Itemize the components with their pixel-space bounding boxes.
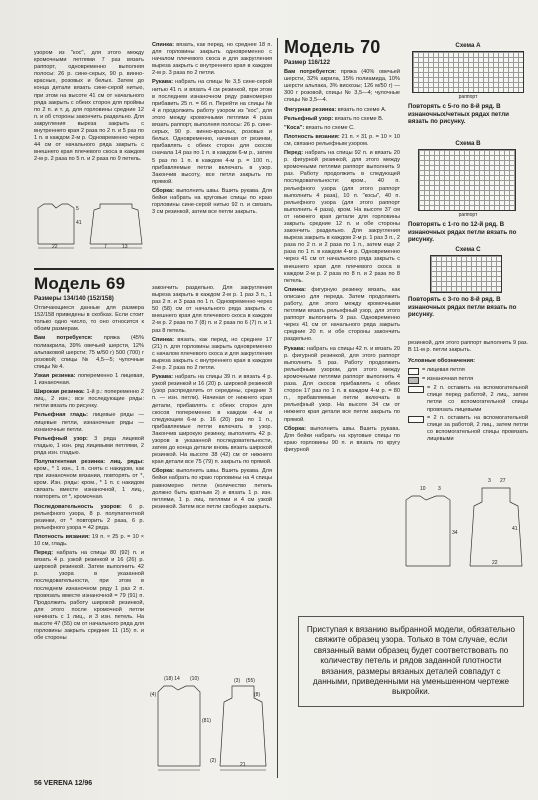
col2-mid-text: закончить раздельно. Для закругления выреза закрыть в каждом 2-м р. 1 раз 3 п., 1 раз 2 п. и 3 раза по 1 п. Одновременно через 50 (58) см от начального ряда закрыть с внешнего края для плечевого скоса в каждом 2-м р. 2 раза по 7 (8) п. и 2 раза по 6 (7) п. и 1 раз 8 петель. Спинка: вязать, как перед, но среднее 17 (21) п. для горловины закрыть одновременно с началом плечевого скоса и для закругления выреза закрыть с внутреннего края в каждом 2-м р. 2 раза по 2 петли. Рукава: набрать на спицы 39 п. и вязать 4 р. узкой резинкой и 16 (20) р. широкой резинкой (узор распределить от середины, средние 3 п. — изн. петли). Начиная от нижнего края детали, прибавлять с обеих сторон для скосов попеременно в каждом 4-м и следующем 6-м р. 16 (20) раз по 1 п., прибавляемые петли включать в узор. Закончив широкую резинку, выполнить 42 р. узоров в указанной последовательности, затем до конца детали вновь вязать широкой резинкой. На высоте 38 (42) см от нижнего края детали все 75 (79) п. закрыть по прямой. Сборка: выполнить швы. Вшить рукава. Для бейки набрать по краю горловины на 4 спицы равномерно петли (количество петель должно быть кратным 2) и вязать 1 р. изн. петлями, 1 р. лиц. петлями и 4 см узкой резинкой. Затем все петли свободно закрыть. bbox=[152, 285, 272, 510]
cable-front-icon bbox=[408, 386, 424, 393]
dim-label: (81) bbox=[202, 718, 211, 724]
section-divider bbox=[34, 268, 274, 270]
dim-label: (2) bbox=[210, 758, 217, 764]
scheme-c: Схема С Повторять с 3-го по 8-й ряд. В изнаночных рядах петли вязать по рисунку. bbox=[408, 246, 517, 319]
model69-sizes: Размеры 134/140 (152/158) bbox=[34, 295, 114, 302]
dim-label: 22 bbox=[52, 244, 58, 250]
scheme-b: Схема В раппорт Повторять с 1-го по 12-й ряд. В изнаночных рядах петли вязать по рисунку. bbox=[408, 140, 517, 244]
knit-stitch-icon bbox=[408, 368, 419, 375]
legend-row: = лицевая петля bbox=[408, 367, 528, 375]
schematic-diagram-70 bbox=[400, 476, 528, 572]
dim-label: 10 bbox=[420, 486, 426, 492]
dim-label: (4) bbox=[150, 692, 157, 698]
model70-title: Модель 70 bbox=[284, 38, 381, 57]
dim-label: 5 bbox=[76, 206, 79, 212]
dim-label: (55) bbox=[246, 678, 255, 684]
dim-label: 34 bbox=[452, 530, 458, 536]
legend-row: = 2 п. оставить на вспомогательной спице за работой, 2 лиц., затем петли со вспомогательной спицы провязать лицевыми bbox=[408, 415, 528, 443]
scheme-a-grid bbox=[412, 51, 524, 93]
model70-text: Модель 70 Размер 116/122 Вам потребуется: пряжа (40% овечьей шерсти, 32% акрила, 15% полиамида, 10% шерсти альпака, 3% вискозы; 126 м/50 г) — 300 г розовой, спицы № 3,5—4; чулочные спицы № 3,5—4. Фигурная резинка: вязать по схеме А. Рельефный узор: вязать по схеме В. "Коса": вязать по схеме С. Плотность вязания: 21 п. × 31 р. = 10 × 10 см, связано рельефным узором. Перед: набрать на спицы 92 п. и вязать 20 р. фигурной резинкой, для этого между кромочными петлями раппорт выполнить 9 раз. Работу продолжить в следующей последовательности: кром., 40 п. рельефного узора (для этого раппорт выполнить 4 раза), 10 п. "косы", 40 п. рельефного узора (для этого раппорт выполнить 4 раза), кром. На высоте 37 см от нижнего края детали для горловины закрыть средние 12 п. и обе стороны закончить раздельно. Для закругления выреза закрыть в каждом 2-м р. 1 раз 3 п., 2 раза по 2 п. и 2 раза по 1 п., затем еще 2 раза по 1 п. в каждом 4-м р. Одновременно через 41 см от начального ряда закрыть с внешнего края для плечевого скоса в каждом 2-м р. 2 раза по 8 п. и 2 раза по 8 петель. Спинка: фигурную резинку вязать, как описано для переда. Затем продолжить работу, для этого между кромочными петлями вязать рельефный узор, для этого раппорт выполнить 9 раз. Одновременно через 41 см от начального ряда закрыть средние 20 п. и обе стороны закончить раздельно. Рукава: набрать на спицы 42 п. и вязать 20 р. фигурной резинкой, для этого раппорт выполнить 5 раз. Работу продолжить рельефным узором, для этого между кромочными петлями раппорт выполнить 4 раза. Для скосов прибавлять с обеих сторон 17 раз по 1 п. в каждом 4-м р. = 80 п., прибавляемые петли включать в рельефный узор. На высоте 34 см от нижнего края детали все петли закрыть по прямой. Сборка: выполнить швы. Вшить рукава. Для бейки набрать на круговые спицы по краю горловины 90 п. и вязать по кругу фигурной bbox=[284, 38, 400, 453]
dim-label: 41 bbox=[512, 526, 518, 532]
scheme-c-grid bbox=[430, 255, 502, 293]
dim-label: 7 bbox=[104, 244, 107, 250]
model69-title: Модель 69 bbox=[34, 274, 126, 293]
model70-sizes: Размер 116/122 bbox=[284, 59, 331, 66]
page-footer: 56 VERENA 12/96 bbox=[34, 780, 93, 787]
dim-label: (10) bbox=[190, 676, 199, 682]
legend-row: = 2 п. оставить на вспомогательной спице перед работой, 2 лиц., затем петли со вспомогательной спицы провязать лицевыми bbox=[408, 385, 528, 413]
gauge-swatch-notice: Приступая к вязанию выбранной модели, обязательно свяжите образец узора. Только в том случае, если связанный вами образец будет соответствовать по количеству петель и рядов заданной плотности вязания, размеры вязаных деталей совпадут с данными, приведенными на уменьшенном чертеже выкройки. bbox=[298, 616, 524, 707]
dim-label: (8) bbox=[254, 692, 261, 698]
col4-tail-text: резинкой, для этого раппорт выполнить 9 раз. В 11-м р. петли закрыть. Условные обозначения: = лицевая петля = изнаночная петля = 2 п. оставить на вспомогательной спице перед работой, 2 лиц., затем петли со вспомогательной спицы провязать лицевыми = 2 п. оставить на вспомогательной спице за работой, 2 лиц., затем петли со вспомогательной спицы провязать лицевыми bbox=[408, 340, 528, 442]
dim-label: 22 bbox=[492, 560, 498, 566]
dim-label: 13 bbox=[122, 244, 128, 250]
scheme-a: Схема А раппорт Повторять с 5-го по 8-й ряд. В изнаночных/четных рядах петли вязать по рисунку. bbox=[408, 42, 528, 126]
dim-label: (18) 14 bbox=[164, 676, 180, 682]
col2-top-text: Спинка: вязать, как перед, но среднее 18 п. для горловины закрыть одновременно с началом плечевого скоса и для закругления выреза закрыть с внутреннего края в каждом 2-м р. 3 раза по 2 петли. Рукава: набрать на спицы № 3,5 сине-серой нитью 41 п. и вязать 4 см резинкой, при этом в последнем изнаночном ряду равномерно прибавить 25 п. = 66 п. Перейти на спицы № 4 и продолжить работу узором из "кос", для этого между кромочными петлями 4 раза вязать раппорт, выполняя полосы: 26 р. сине-серых, 90 р. винно-красных, розовых и белых. Одновременно, начиная от резинки, прибавлять с обеих сторон для скосов сначала 14 раз по 1 п. в каждом 6-м р., затем 5 раз по 1 п. в каждом 4-м р. = 100 п., прибавляемые петли включать в узор. Закончив высоту, все петли закрыть по прямой. Сборка: выполнить швы. Вшить рукава. Для бейки набрать на круговые спицы по краю горловины сине-серой нитью 92 п. и связать 3 см резинкой, затем все петли закрыть. bbox=[152, 42, 272, 216]
column-divider bbox=[277, 38, 278, 778]
legend-title: Условные обозначения: bbox=[408, 358, 476, 365]
dim-label: 3 bbox=[488, 478, 491, 484]
model69-text: Модель 69 Размеры 134/140 (152/158) Отличающиеся данные для размера 152/158 приведены в скобках. Если стоит только одно число, то оно относится к обоим размерам. Вам потребуется: пряжа (45% полиакрила, 39% овечьей шерсти, 12% альпаковой шерсти; 75 м/50 г) 500 (700) г розовой; спицы № 4,5—5; чулочные спицы № 4. Узкая резинка: попеременно 1 лицевая, 1 изнаночная. Широкая резинка: 1-й р.: попеременно 2 лиц., 2 изн.; все последующие ряды: петли вязать по рисунку. Рельефная гладь: лицевые ряды — лицевые петли, изнаночные ряды — изнаночные петли. Рельефный узор: 3 ряда лицевой гладью, 1 изн. ряд лицевыми петлями, 2 ряда изн. гладью. Полупатентная резинка: лиц. ряды: кром., * 1 изн., 1 п. снять с накидом, как при изнаночном вязании, повторять от *, кром. Изн. ряды: кром., * 1 п. с накидом связать вместе изнаночной, 1 лиц., повторять от *, кромочная. Последовательность узоров: 6 р. рельефного узора, 8 р. полупатентной резинки, от * повторить 2 раза, 6 р. рельефного узора = 42 ряда. Плотность вязания: 19 п. × 25 р. = 10 × 10 см, гладь. Перед: набрать на спицы 80 (92) п. и вязать 4 р. узкой резинкой и 16 (26) р. широкой резинкой. Затем выполнить 42 р. узора в указанной последовательности, при этом в последнем изнаночном ряду 1 раз 2 п. провязать вместе изнаночной = 79 (91) п. Продолжить работу широкой резинкой, для этого после кромочной петли начинать с 1 лиц., и 3 изн. петель. На высоте 47 (55) см от начального ряда для горловины закрыть средние 11 (15) п. и обе стороны bbox=[34, 274, 144, 642]
dim-label: (3) bbox=[234, 678, 241, 684]
cable-back-icon bbox=[408, 416, 424, 423]
dim-label: 27 bbox=[500, 478, 506, 484]
dim-label: 41 bbox=[76, 220, 82, 226]
legend-row: = изнаночная петля bbox=[408, 376, 528, 384]
scheme-b-grid bbox=[418, 149, 516, 211]
col1-top-text: узором из "кос", для этого между кромочными петлями 7 раз вязать раппорт, одновременно выполняя полосы: 26 р. сине-серых, 90 р. винно-красных, розовых и белых. Затем до конца детали вязать сине-серой нитью, при этом на высоте 41 см от начального ряда закрыть с обеих сторон для проймы по 2 п. и т. д. для горловины средние 12 п. и об стороны закончить раздельно. Для закругления выреза закрыть с внутреннего края 2 раза по 2 п. и 5 раз по 1 п. в каждом 2-м р. Одновременно через 44 см от начального ряда закрыть с внешнего края плечевого скоса в каждом 2-м р. 2 раза по 5 п. и 2 раза по 9 петель. bbox=[34, 50, 144, 163]
purl-stitch-icon bbox=[408, 377, 419, 384]
dim-label: 3 bbox=[438, 486, 441, 492]
dim-label: 21 bbox=[240, 762, 246, 768]
schematic-diagram-69 bbox=[150, 672, 274, 772]
schematic-diagram-1 bbox=[34, 200, 144, 250]
